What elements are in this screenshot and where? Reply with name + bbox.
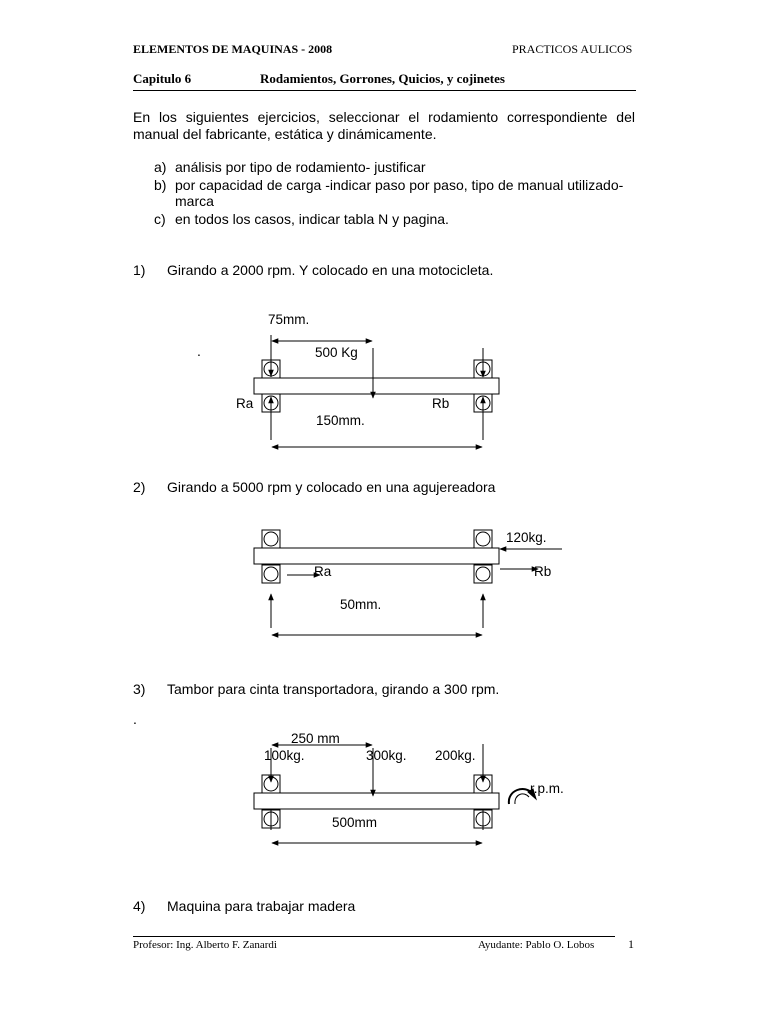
intro-paragraph: En los siguientes ejercicios, seleccionar el rodamiento correspondiente del manual del fabricante, estática y dinámicamente.: [133, 109, 635, 142]
exercise-number: 1): [133, 262, 146, 278]
exercise-text: Girando a 5000 rpm y colocado en una agujereadora: [167, 479, 496, 495]
professor-name: Profesor: Ing. Alberto F. Zanardi: [133, 939, 277, 951]
instruction-text: por capacidad de carga -indicar paso por paso, tipo de manual utilizado-: [175, 177, 624, 193]
load-right-label: 200kg.: [435, 748, 476, 763]
exercise-text: Girando a 2000 rpm. Y colocado en una motocicleta.: [167, 262, 494, 278]
bearing-left-top: [262, 530, 280, 548]
bearing-right-top: [474, 530, 492, 548]
dimension-75-label: 75mm.: [268, 312, 310, 327]
reaction-a-label: Ra: [314, 564, 332, 579]
exercise-number: 4): [133, 898, 146, 914]
exercise-number: 3): [133, 681, 146, 697]
section-title: PRACTICOS AULICOS: [512, 42, 633, 56]
chapter-title: Rodamientos, Gorrones, Quicios, y cojinetes: [260, 71, 505, 86]
rotation-arrow-inner: [515, 794, 529, 804]
dimension-50-label: 50mm.: [340, 597, 382, 612]
instruction-b-continuation: marca: [175, 193, 214, 209]
reaction-a-label: Ra: [236, 396, 254, 411]
shaft: [254, 793, 499, 809]
dimension-250-label: 250 mm: [291, 731, 340, 746]
reaction-b-label: Rb: [534, 564, 552, 579]
instruction-marker: c): [154, 211, 166, 227]
load-label: 500 Kg: [315, 345, 358, 360]
bearing-right-bottom: [474, 565, 492, 583]
axial-load-label: 120kg.: [506, 530, 547, 545]
exercise-number: 2): [133, 479, 146, 495]
dimension-500-label: 500mm: [332, 815, 378, 830]
instruction-text: en todos los casos, indicar tabla N y pagina.: [175, 211, 449, 227]
page-number: 1: [628, 937, 634, 951]
bearing-left-bottom: [262, 565, 280, 583]
load-mid-label: 300kg.: [366, 748, 407, 763]
exercise-text: Tambor para cinta transportadora, girando a 300 rpm.: [167, 681, 500, 697]
instruction-text: análisis por tipo de rodamiento- justificar: [175, 159, 426, 175]
diagram-1: [254, 335, 499, 447]
instruction-marker: b): [154, 177, 167, 193]
load-left-label: 100kg.: [264, 748, 305, 763]
stray-mark: .: [197, 343, 201, 359]
dimension-150-label: 150mm.: [316, 413, 365, 428]
stray-mark: .: [133, 711, 137, 727]
footer-divider: [133, 936, 615, 937]
rotation-label: r.p.m.: [530, 781, 564, 796]
shaft: [254, 548, 499, 564]
diagram-2: [254, 530, 562, 635]
chapter-label: Capitulo 6: [133, 71, 192, 86]
assistant-name: Ayudante: Pablo O. Lobos: [478, 939, 595, 951]
exercise-text: Maquina para trabajar madera: [167, 898, 356, 914]
reaction-b-label: Rb: [432, 396, 450, 411]
shaft: [254, 378, 499, 394]
course-title: ELEMENTOS DE MAQUINAS - 2008: [133, 42, 333, 56]
instruction-marker: a): [154, 159, 167, 175]
